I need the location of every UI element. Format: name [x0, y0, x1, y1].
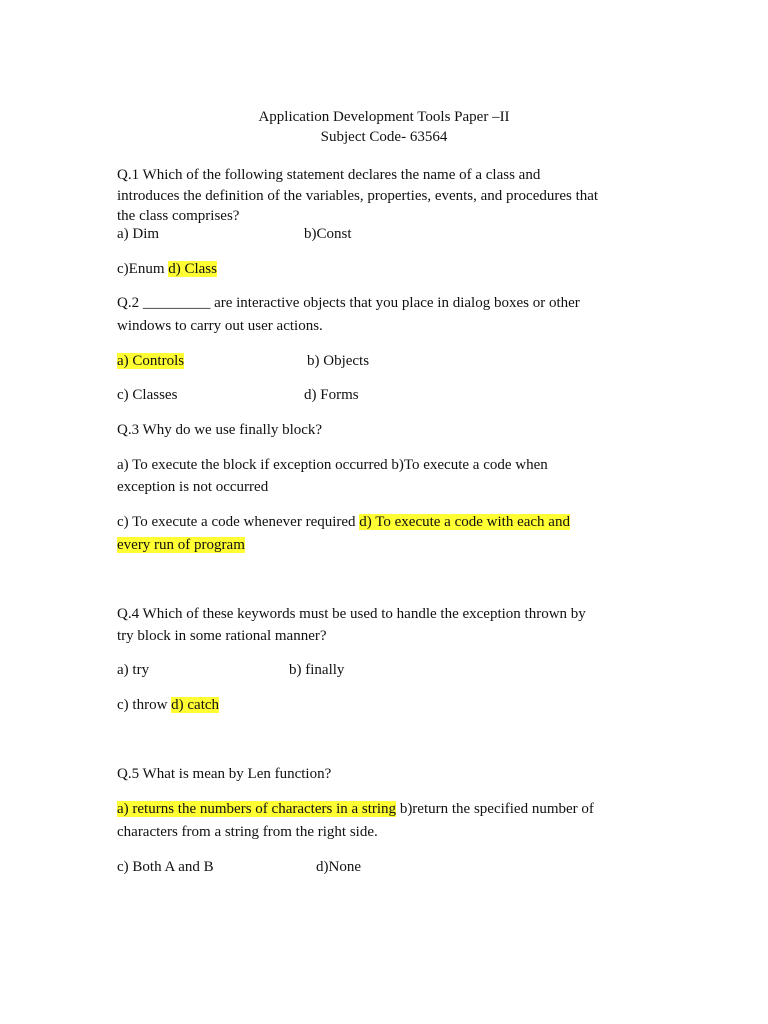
q2-text-line2: windows to carry out user actions.: [117, 318, 323, 334]
q4-options-cd: [117, 695, 219, 715]
q4-text-line1: Q.4 Which of these keywords must be used to handle the exception thrown by: [117, 606, 586, 622]
q5-options-ab-line1: [117, 799, 594, 819]
q2-text-line1: Q.2 _________ are interactive objects that you place in dialog boxes or other: [117, 295, 580, 311]
q3-text-line1: Q.3 Why do we use finally block?: [117, 422, 323, 438]
q3-options-ab-line1: a) To execute the block if exception occurred b)To execute a code when: [117, 457, 548, 473]
q3-options-ab-line2: exception is not occurred: [117, 479, 269, 495]
q1-option-b: b)Const: [304, 226, 352, 242]
q3-options-cd-line1: [117, 512, 570, 532]
q4-option-a: a) try: [117, 662, 150, 678]
q4-text-line2: try block in some rational manner?: [117, 628, 327, 644]
q3-option-d-answer-part2: every run of program: [117, 537, 245, 553]
q5-option-b-part1: b)return the specified number of: [399, 801, 594, 817]
q1-text-line2: introduces the definition of the variables, properties, events, and procedures that: [117, 188, 599, 204]
q3-options-cd-line2: [117, 535, 245, 555]
subject-code: Subject Code- 63564: [320, 129, 448, 145]
q5-option-d: d)None: [316, 859, 361, 875]
q2-option-a-answer: a) Controls: [117, 353, 185, 369]
q5-option-b-part2: characters from a string from the right side.: [117, 824, 378, 840]
q3-option-d-answer-part1: d) To execute a code with each and: [359, 514, 570, 530]
q4-option-b: b) finally: [289, 662, 345, 678]
q1-options-cd: [117, 259, 217, 279]
q1-option-a: a) Dim: [117, 226, 160, 242]
q2-option-a-line: [117, 351, 184, 371]
q2-option-b: b) Objects: [307, 353, 370, 369]
q3-option-c: c) To execute a code whenever required: [117, 514, 356, 530]
q5-text-line1: Q.5 What is mean by Len function?: [117, 766, 332, 782]
q4-option-c: c) throw: [117, 697, 168, 713]
q2-option-d: d) Forms: [304, 387, 359, 403]
q5-option-a-answer: a) returns the numbers of characters in a string: [117, 801, 397, 817]
q2-option-c: c) Classes: [117, 387, 178, 403]
q1-text-line3: the class comprises?: [117, 208, 240, 224]
title-block: [0, 107, 768, 147]
q1-text-line1: Q.1 Which of the following statement declares the name of a class and: [117, 167, 541, 183]
document-title: Application Development Tools Paper –II: [258, 109, 510, 125]
q1-option-d-answer: d) Class: [168, 261, 217, 277]
q4-option-d-answer: d) catch: [171, 697, 220, 713]
q5-option-c: c) Both A and B: [117, 859, 214, 875]
q1-option-c: c)Enum: [117, 261, 165, 277]
